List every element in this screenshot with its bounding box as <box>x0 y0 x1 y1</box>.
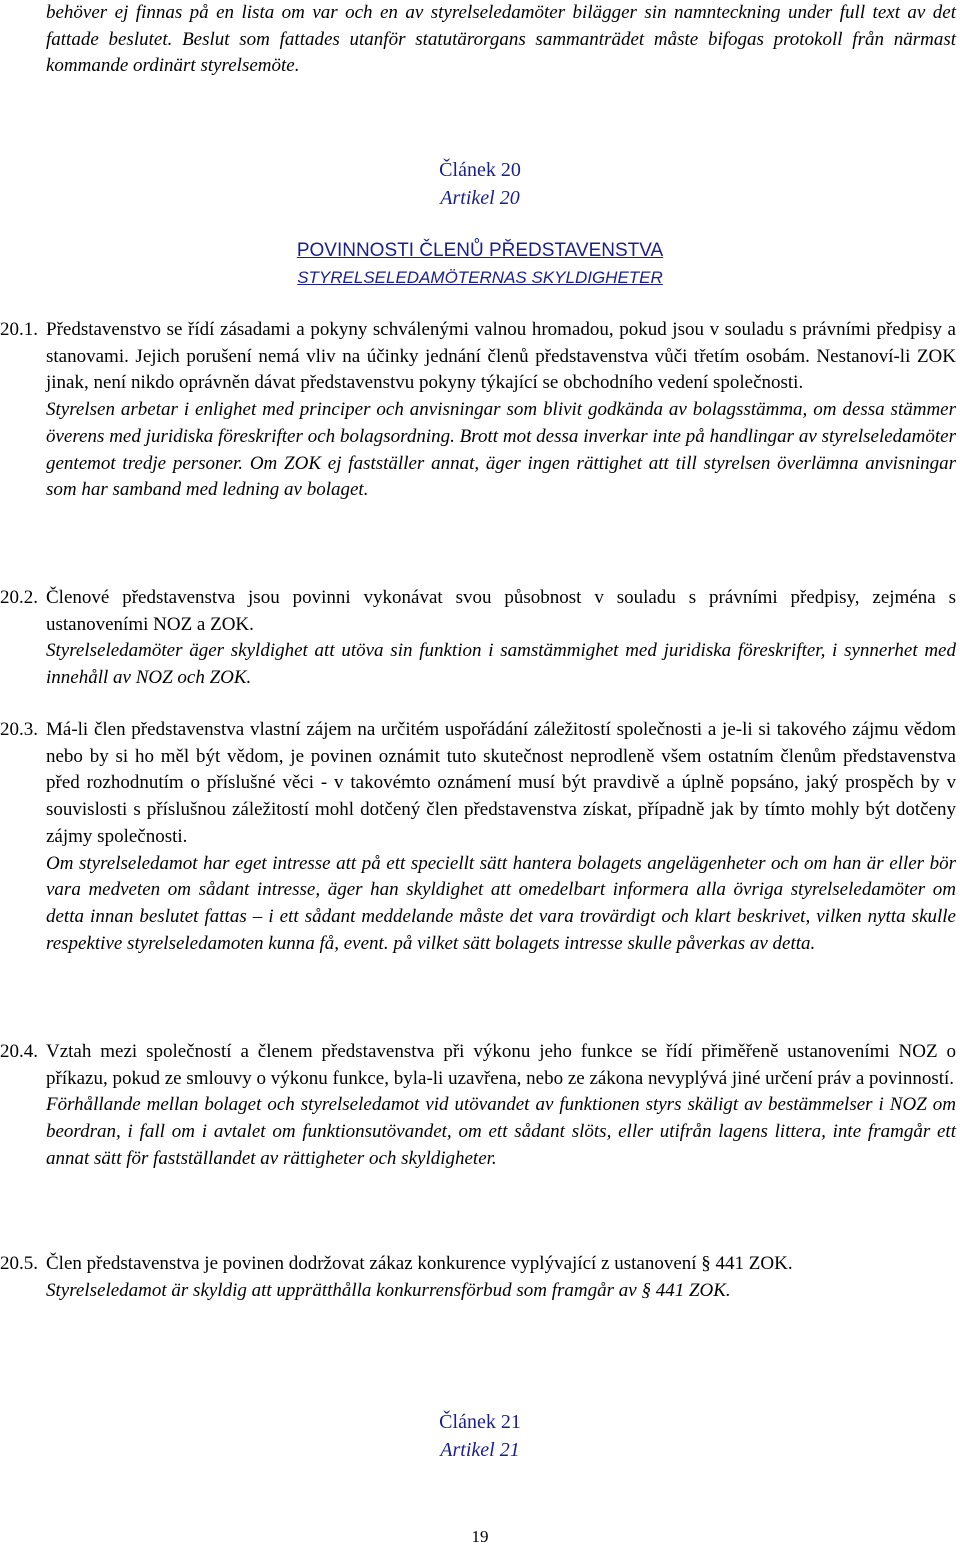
article-21-cz-label: Článek 21 <box>439 1411 521 1433</box>
section-number: 20.4. <box>0 1041 38 1062</box>
article-21-sv-label: Artikel 21 <box>440 1439 520 1461</box>
article-20-sv-label: Artikel 20 <box>440 187 520 209</box>
section-20-1 <box>0 317 956 504</box>
section-sv-text: Styrelsen arbetar i enlighet med principer och anvisningar som blivit godkända av bolagsstämma, om dessa stämmer överens med juridiska föreskrifter och bolagsordning. Brott mot dessa inverkar inte på handlingar av styrelseledamöter gentemot tredje personer. Om ZOK ej fastställer annat, äger ingen rättighet att till styrelsen överlämna anvisningar som har samband med ledning av bolaget. <box>46 399 956 501</box>
section-cz-text: Vztah mezi společností a členem představenstva při výkonu jeho funkce se řídí přiměřeně ustanoveními NOZ o příkazu, pokud ze smlouvy o výkonu funkce, byla-li uzavřena, nebo ze zákona nevyplývá jiné určení práv a povinností. <box>46 1041 956 1089</box>
section-20-5 <box>0 1251 956 1304</box>
section-cz-text: Představenstvo se řídí zásadami a pokyny schválenými valnou hromadou, pokud jsou v souladu s právními předpisy a stanovami. Jejich porušení nemá vliv na účinky jednání členů představenstva vůči třetím osobám. Nestanoví-li ZOK jinak, není nikdo oprávněn dávat představenstvu pokyny týkající se obchodního vedení společnosti. <box>46 319 956 394</box>
section-cz-text: Členové představenstva jsou povinni vykonávat svou působnost v souladu s právními předpisy, zejména s ustanoveními NOZ a ZOK. <box>46 587 956 635</box>
article-20-cz-label: Článek 20 <box>439 159 521 181</box>
section-sv-text: Styrelseledamöter äger skyldighet att utöva sin funktion i samstämmighet med juridiska föreskrifter, i synnerhet med innehåll av NOZ och ZOK. <box>46 640 956 689</box>
article-20-sv-title: STYRELSELEDAMÖTERNAS SKYLDIGHETER <box>297 268 663 287</box>
section-cz-text: Má-li člen představenstva vlastní zájem na určitém uspořádání záležitostí společnosti a je-li si takového zájmu vědom nebo by si ho měl být vědom, je povinen oznámit tuto skutečnost neprodleně všem ostatním členům představenstva před rozhodnutím o příslušné věci - v takovémto oznámení musí být pravdivě a úplně popsáno, jaký prospěch by v souvislosti s příslušnou záležitostí mohl dotčený člen představenstva získat, případně jak by tímto mohly být dotčeny zájmy společnosti. <box>46 719 956 847</box>
section-20-2 <box>0 585 956 692</box>
section-sv-text: Förhållande mellan bolaget och styrelseledamot vid utövandet av funktionen styrs skäligt av bestämmelser i NOZ om beordran, i fall om i avtalet om funktionsutövandet, om ett sådant slöts, eller utifrån lagens littera, inte framgår ett annat sätt för fastställandet av rättigheter och skyldigheter. <box>46 1094 956 1169</box>
section-20-3 <box>0 717 956 957</box>
section-number: 20.5. <box>0 1253 38 1274</box>
section-number: 20.2. <box>0 587 38 608</box>
article-20-cz-title: POVINNOSTI ČLENŮ PŘEDSTAVENSTVA <box>296 240 664 261</box>
section-sv-text: Styrelseledamot är skyldig att upprätthålla konkurrensförbud som framgår av § 441 ZOK. <box>46 1279 731 1301</box>
intro-paragraph: behöver ej finnas på en lista om var och en av styrelseledamöter bilägger sin namnteckning under full text av det fattade beslutet. Beslut som fattades utanför statutärorgans sammanträdet måste bifogas protokoll från närmast kommande ordinärt styrelsemöte. <box>46 2 956 77</box>
section-20-4 <box>0 1039 956 1173</box>
section-sv-text: Om styrelseledamot har eget intresse att på ett speciellt sätt hantera bolagets angelägenheter och om han är eller bör vara medveten om sådant intresse, äger han skyldighet att omedelbart informera alla övriga styrelseledamöter om detta innan beslutet fattas – i ett sådant meddelande måste det vara trovärdigt och klart beskrivet, vilken nytta skulle respektive styrelseledamoten kunna få, event. på vilket sätt bolagets intresse skulle påverkas av detta. <box>46 852 956 954</box>
page-number: 19 <box>471 1527 489 1546</box>
section-number: 20.3. <box>0 719 38 740</box>
section-number: 20.1. <box>0 319 38 340</box>
section-cz-text: Člen představenstva je povinen dodržovat zákaz konkurence vyplývající z ustanovení § 441 ZOK. <box>46 1253 793 1274</box>
